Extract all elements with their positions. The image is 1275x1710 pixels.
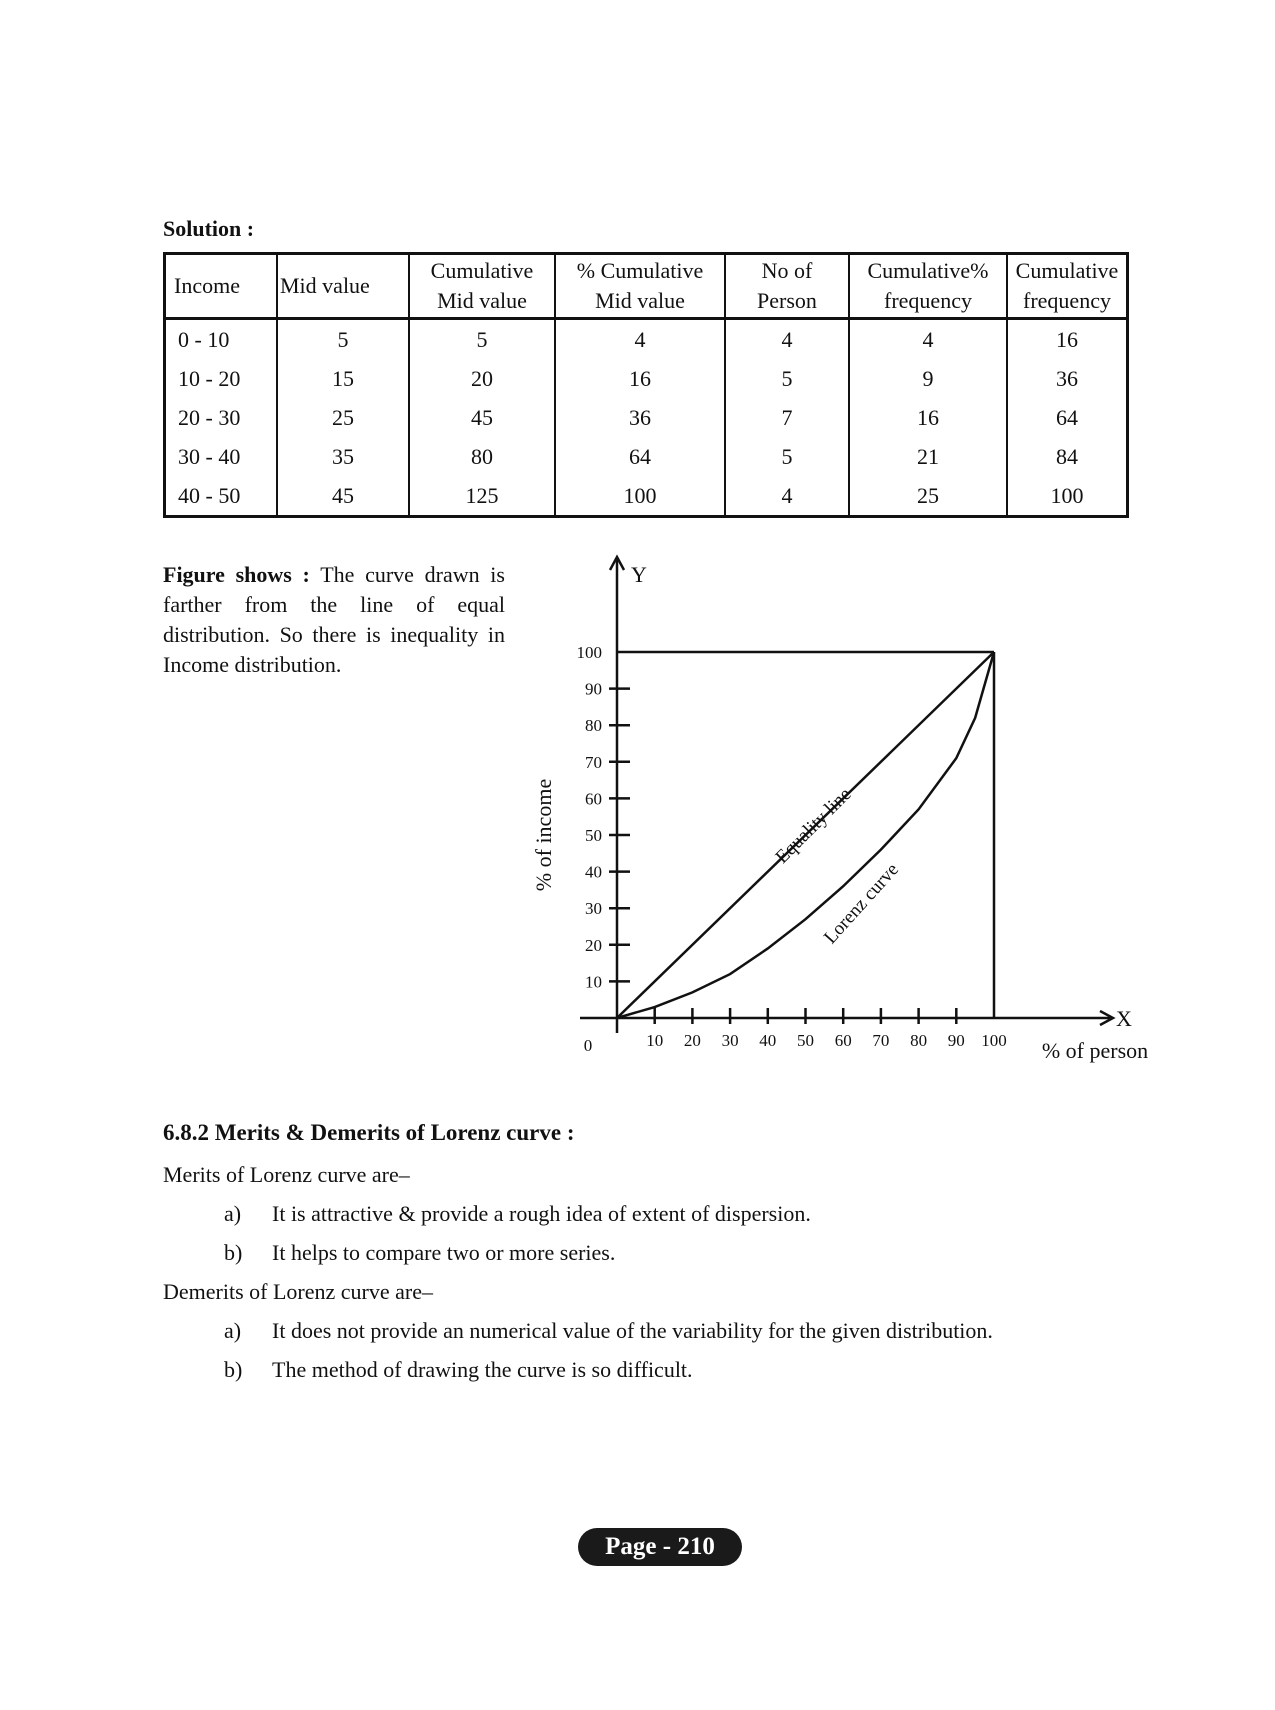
y-tick-label: 10 <box>585 972 602 992</box>
y-tick-label: 90 <box>585 679 602 699</box>
x-tick-label: 10 <box>646 1031 664 1050</box>
header-line: % Cumulative <box>576 258 704 283</box>
y-tick-label: 40 <box>585 862 602 882</box>
table-cell: 45 <box>409 398 555 437</box>
x-tick-label: 80 <box>910 1031 928 1050</box>
x-tick-label: 40 <box>759 1031 777 1050</box>
chart-labels <box>531 562 1148 1063</box>
y-tick-label: 100 <box>576 643 602 662</box>
demerits-intro: Demerits of Lorenz curve are– <box>163 1279 433 1304</box>
figure-caption-body: The curve drawn is farther from the line of equal distribution. So there is inequality in Income distribution. <box>163 562 505 677</box>
table-cell: 40 - 50 <box>178 482 241 508</box>
table-cell: 9 <box>849 359 1007 398</box>
x-tick-label: 50 <box>797 1031 814 1050</box>
table-cell: 64 <box>555 437 725 476</box>
table-cell: 20 <box>409 359 555 398</box>
table-cell: 45 <box>277 476 409 517</box>
table-cell: 36 <box>555 398 725 437</box>
y-axis-letter: Y <box>631 562 647 587</box>
x-axis-letter: X <box>1116 1006 1132 1031</box>
table-cell: 100 <box>1007 476 1128 517</box>
header-line: Mid value <box>595 288 685 313</box>
list-item-letter: b) <box>224 1240 243 1265</box>
header-line: No of <box>761 258 813 283</box>
table-cell: 5 <box>277 319 409 360</box>
x-tick-label: 20 <box>683 1031 701 1050</box>
table-cell: 5 <box>725 437 849 476</box>
table-cell: 25 <box>849 476 1007 517</box>
x-tick-label: 90 <box>947 1031 965 1050</box>
page-number-badge: Page - 210 <box>578 1528 742 1566</box>
header-line: frequency <box>884 288 972 313</box>
table-cell: 100 <box>555 476 725 517</box>
x-axis-title: % of person <box>1041 1038 1149 1063</box>
header-line: Cumulative <box>1015 258 1119 283</box>
y-tick-label: 20 <box>585 935 602 955</box>
table-cell: 16 <box>849 398 1007 437</box>
table-cell: 20 - 30 <box>178 404 241 430</box>
x-tick-label: 30 <box>721 1031 739 1050</box>
table-cell: 0 - 10 <box>178 326 230 352</box>
table-cell: 16 <box>1007 319 1128 360</box>
list-item-text: It does not provide an numerical value of the variability for the given distribution. <box>272 1318 993 1343</box>
header-line: Mid value <box>437 288 527 313</box>
header-line: Cumulative% <box>867 258 989 283</box>
table-cell: 25 <box>277 398 409 437</box>
table-cell: 64 <box>1007 398 1128 437</box>
table-cell: 10 - 20 <box>178 365 241 391</box>
y-tick-label: 30 <box>585 899 602 919</box>
table-cell: 5 <box>409 319 555 360</box>
table-cell: 84 <box>1007 437 1128 476</box>
y-tick-label: 50 <box>585 826 602 845</box>
header-line: frequency <box>1023 288 1111 313</box>
table-cell: 21 <box>849 437 1007 476</box>
y-axis-title: % of income <box>531 778 556 892</box>
table-cell: 36 <box>1007 359 1128 398</box>
header-line: Person <box>757 288 817 313</box>
table-cell: 15 <box>277 359 409 398</box>
x-tick-label: 70 <box>872 1031 890 1050</box>
y-tick-label: 70 <box>585 752 602 772</box>
table-cell: 4 <box>725 319 849 360</box>
table-cell: 4 <box>849 319 1007 360</box>
table-cell: 7 <box>725 398 849 437</box>
table-cell: 16 <box>555 359 725 398</box>
table-cell: 5 <box>725 359 849 398</box>
list-item-letter: a) <box>224 1201 242 1226</box>
y-tick-label: 80 <box>585 716 602 736</box>
merits-intro: Merits of Lorenz curve are– <box>163 1162 410 1187</box>
list-item-text: The method of drawing the curve is so difficult. <box>272 1357 693 1382</box>
list-item-text: It is attractive & provide a rough idea of extent of dispersion. <box>272 1201 811 1226</box>
table-cell: 80 <box>409 437 555 476</box>
x-tick-label: 60 <box>834 1031 852 1050</box>
table-cell: 35 <box>277 437 409 476</box>
header-line: Mid value <box>280 273 370 298</box>
list-item-letter: a) <box>224 1318 242 1343</box>
y-tick-label: 60 <box>585 789 602 809</box>
list-item-letter: b) <box>224 1357 243 1382</box>
lorenz-curve-label: Lorenz curve <box>819 859 904 949</box>
section-heading: 6.8.2 Merits & Demerits of Lorenz curve : <box>163 1120 575 1145</box>
origin-label: 0 <box>583 1036 593 1055</box>
table-cell: 4 <box>725 476 849 517</box>
table-cell: 4 <box>555 319 725 360</box>
header-line: Income <box>174 273 240 298</box>
list-item-text: It helps to compare two or more series. <box>272 1240 616 1265</box>
header-line: Cumulative <box>430 258 534 283</box>
equality-line-label: Equality line <box>771 783 856 868</box>
table-cell: 30 - 40 <box>178 443 241 469</box>
figure-caption-bold: Figure shows : <box>163 562 310 587</box>
x-tick-label: 100 <box>981 1031 1007 1050</box>
solution-heading: Solution : <box>163 216 255 241</box>
table-cell: 125 <box>409 476 555 517</box>
